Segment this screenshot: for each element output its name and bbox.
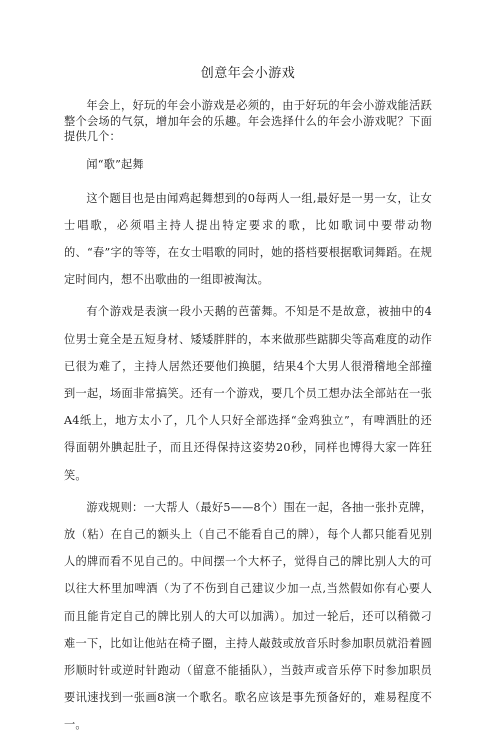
- intro-paragraph: 年会上，好玩的年会小游戏是必须的，由于好玩的年会小游戏能活跃整个会场的气氛，增加年会的乐趣。年会选择什么的年会小游戏呢？下面提供几个：: [64, 99, 432, 143]
- body-paragraph: 游戏规则：一大帮人（最好5——8个）围在一起，各抽一张扑克牌，放（粘）在自己的额头上（自己不能看自己的牌），每个人都只能看见别人的牌而看不见自己的。中间摆一个大杯子，觉得自己的牌比别人大的可以往大杯里加啤酒（为了不伤到自己建议少加一点,当然假如你有心要人而且能肯定自己的牌比别人的大可以加满）。加过一轮后，还可以稍微刁难一下，比如让他站在椅子圈，主持人敲鼓或放音乐时参加职员就沿着圆形顺时针或逆时针跑动（留意不能插队），当鼓声或音乐停下时参加职员要讯速找到一张画8演一个歌名。歌名应该是事先预备好的，难易程度不一。: [64, 500, 432, 732]
- body-paragraph: 这个题目也是由闻鸡起舞想到的0每两人一组,最好是一男一女，让女士唱歌，必须唱主持人提出特定要求的歌，比如歌词中要带动物的、“春”字的等等，在女士唱歌的同时，她的搭档要根据歌词舞蹈。在规定时间内，想不出歌曲的一组即被淘汰。: [64, 191, 432, 287]
- document-title: 创意年会小游戏: [200, 66, 296, 81]
- section-heading: 闻“歌”起舞: [86, 157, 144, 171]
- body-paragraph: 有个游戏是表演一段小天鹅的芭蕾舞。不知是不是故意，被抽中的4位男士竟全是五短身材、矮矮胖胖的，本来做那些踮脚尖等高难度的动作已很为难了，主持人居然还要他们换腿，结果4个大男人很滑稽地全部撞到一起，场面非常搞笑。还有一个游戏，要几个员工想办法全部站在一张A4纸上，地方太小了，几个人只好全部选择“金鸡独立”，有啤酒肚的还得面朝外腆起肚子，而且还得保持这姿势20秒，同样也博得大家一阵狂笑。: [64, 305, 432, 482]
